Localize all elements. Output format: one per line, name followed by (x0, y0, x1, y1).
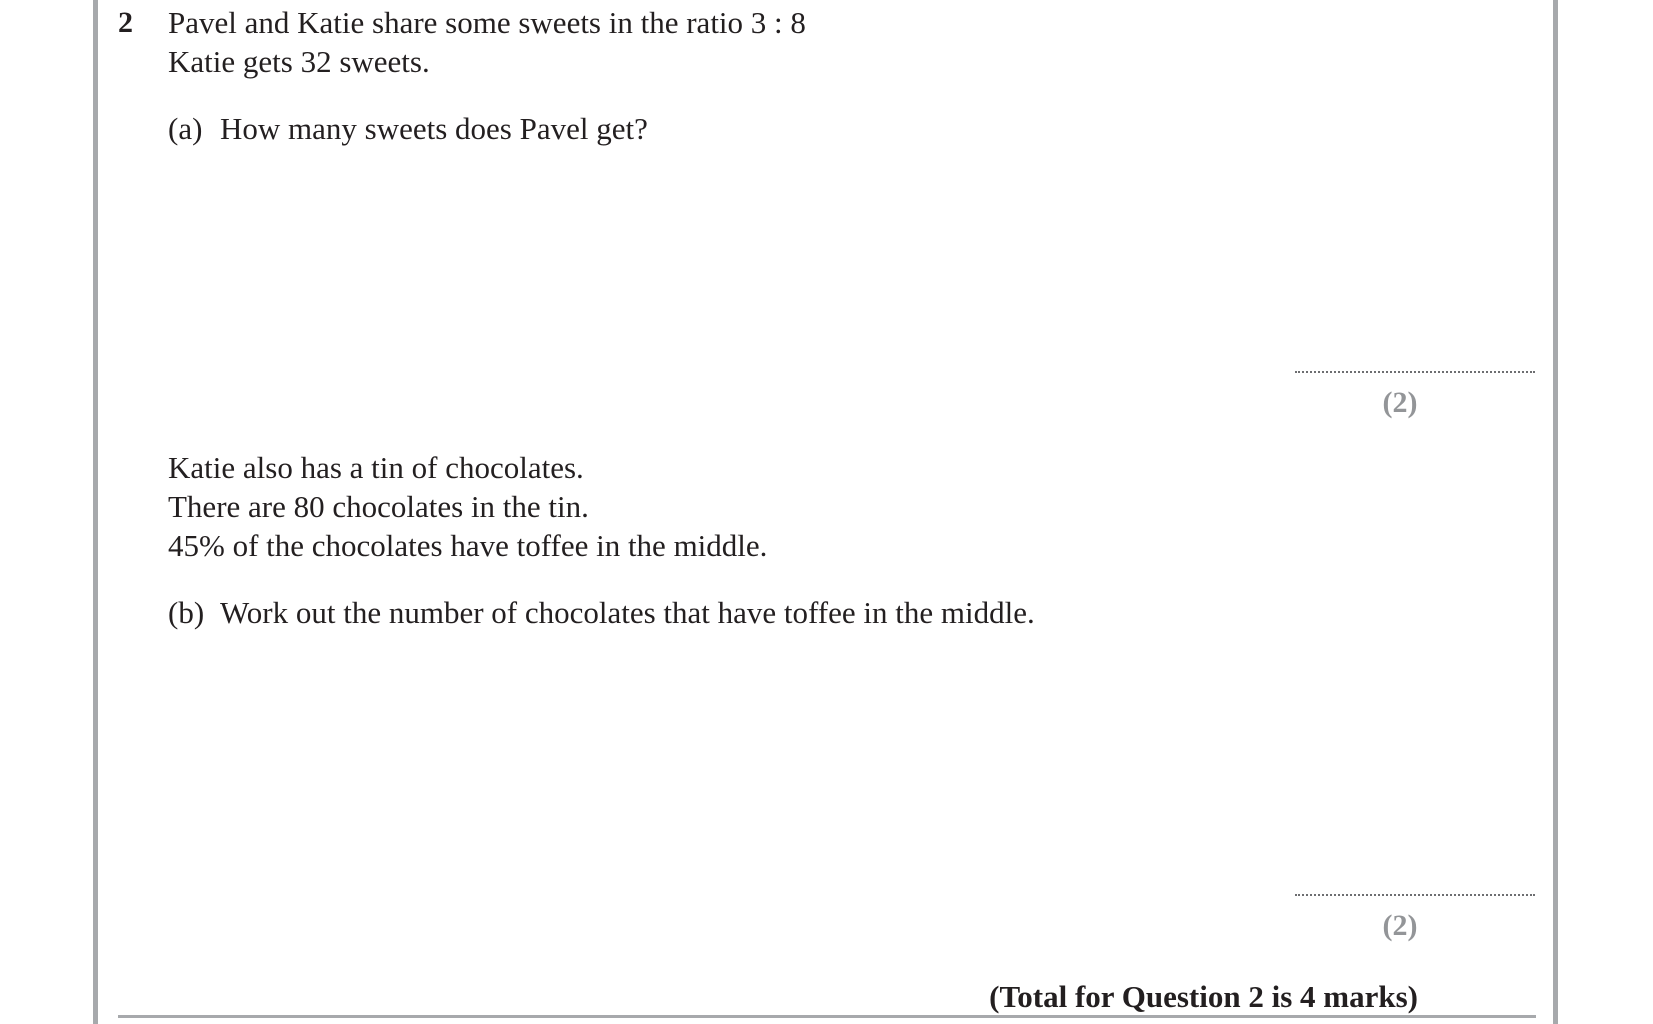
part-a-label: (a) (168, 111, 203, 146)
part-b-text: Work out the number of chocolates that have toffee in the middle. (220, 595, 1035, 630)
part-a-marks: (2) (1382, 386, 1418, 419)
intro-line-2: Katie gets 32 sweets. (168, 44, 430, 79)
total-marks: (Total for Question 2 is 4 marks) (989, 979, 1418, 1014)
question-number: 2 (118, 6, 133, 39)
part-b-question (168, 594, 1035, 632)
part-b-label: (b) (168, 595, 205, 630)
part-a-text: How many sweets does Pavel get? (220, 111, 648, 146)
page-border-right (1553, 0, 1558, 1024)
context-line-1: Katie also has a tin of chocolates. (168, 450, 584, 485)
intro-line-1: Pavel and Katie share some sweets in the ratio 3 : 8 (168, 5, 806, 40)
context-line-3: 45% of the chocolates have toffee in the middle. (168, 528, 768, 563)
part-a-question (168, 110, 648, 148)
bottom-rule (118, 1015, 1536, 1018)
part-b-marks: (2) (1382, 909, 1418, 942)
part-b-answer-line[interactable] (1295, 894, 1535, 896)
context-line-2: There are 80 chocolates in the tin. (168, 489, 589, 524)
page-border-left (93, 0, 98, 1024)
part-a-answer-line[interactable] (1295, 371, 1535, 373)
